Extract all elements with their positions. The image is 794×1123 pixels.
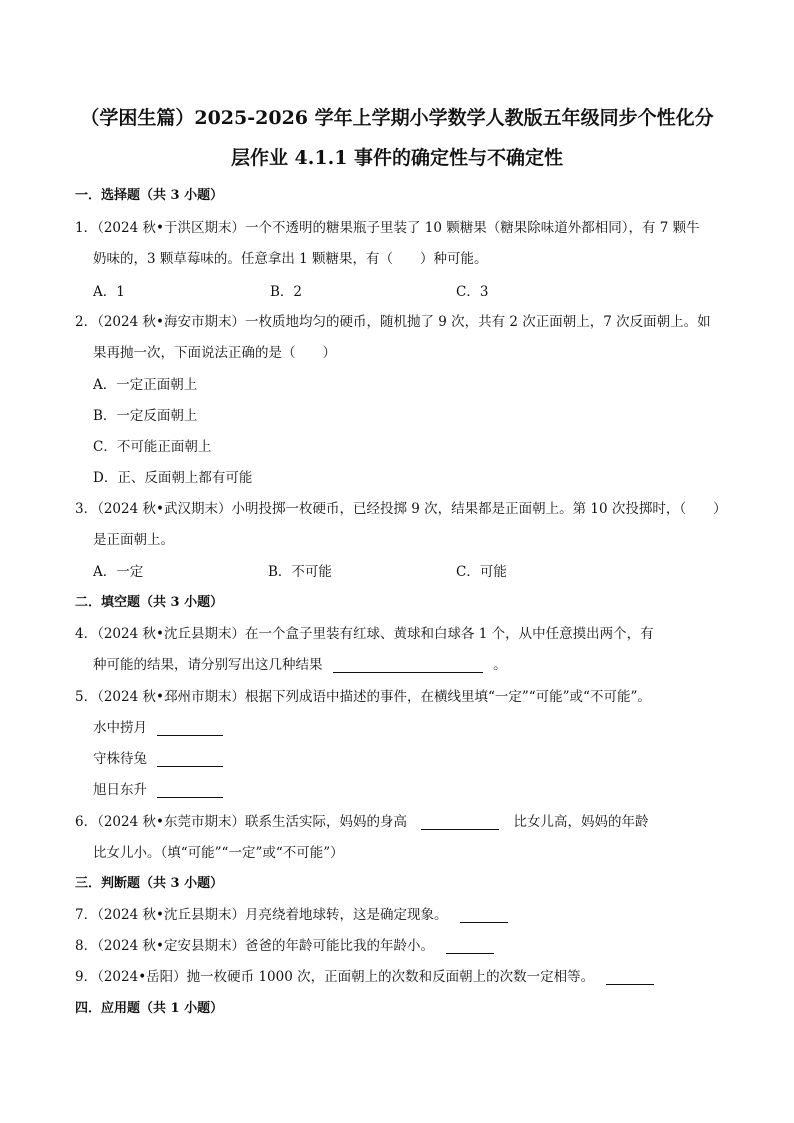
q6-text-b: 比女儿高，妈妈的年龄 xyxy=(513,814,649,830)
q2-option-b: B．一定反面朝上 xyxy=(93,408,198,424)
q5-idiom-2: 守株待兔 xyxy=(93,751,147,767)
q8-line xyxy=(75,934,494,954)
section-fill: 二．填空题（共 3 小题） xyxy=(75,595,224,610)
q6-line-2: 比女儿小。（填“可能”“一定”或“不可能”） xyxy=(93,845,344,861)
q9-answer-blank[interactable] xyxy=(606,970,654,985)
q4-text: 种可能的结果，请分别写出这几种结果 xyxy=(93,657,323,673)
q9-text: 9．（2024•岳阳）抛一枚硬币 1000 次，正面朝上的次数和反面朝上的次数一定相等。 xyxy=(75,969,595,985)
q7-line xyxy=(75,903,508,923)
q1-option-c: C．3 xyxy=(456,284,489,300)
q3-option-c: C．可能 xyxy=(456,564,507,580)
q5-blank-3[interactable] xyxy=(157,783,223,798)
q2-option-c: C．不可能正面朝上 xyxy=(93,439,212,455)
q5-item-2 xyxy=(93,747,223,767)
q5-item-1 xyxy=(93,716,223,736)
q5-idiom-3: 旭日东升 xyxy=(93,782,147,798)
title-line-2: 层作业 4.1.1 事件的确定性与不确定性 xyxy=(230,147,564,169)
q1-line-1: 1．（2024 秋•于洪区期末）一个不透明的糖果瓶子里装了 10 颗糖果（糖果除味道外都相同），有 7 颗牛 xyxy=(75,220,700,236)
q2-line-1: 2．（2024 秋•海安市期末）一枚质地均匀的硬币，随机抛了 9 次，共有 2 次正面朝上，7 次反面朝上。如 xyxy=(75,314,711,330)
q1-option-a: A．1 xyxy=(93,284,125,300)
q3-option-b: B．不可能 xyxy=(268,564,332,580)
q7-answer-blank[interactable] xyxy=(460,908,508,923)
q4-line-2 xyxy=(93,653,507,673)
q5-line-1: 5．（2024 秋•邳州市期末）根据下列成语中描述的事件，在横线里填“一定”“可能”或“不可能”。 xyxy=(75,689,651,705)
title-line-1: （学困生篇）2025-2026 学年上学期小学数学人教版五年级同步个性化分 xyxy=(80,107,714,129)
q3-line-2: 是正面朝上。 xyxy=(93,532,174,548)
q6-line-1 xyxy=(75,810,649,830)
q8-text: 8．（2024 秋•定安县期末）爸爸的年龄可能比我的年龄小。 xyxy=(75,938,434,954)
q6-text-a: 6．（2024 秋•东莞市期末）联系生活实际，妈妈的身高 xyxy=(75,814,407,830)
q4-end: 。 xyxy=(493,657,507,673)
q3-option-a: A．一定 xyxy=(93,564,144,580)
q1-option-b: B．2 xyxy=(270,284,303,300)
q1-line-2: 奶味的，3 颗草莓味的。任意拿出 1 颗糖果，有（ ）种可能。 xyxy=(93,251,488,267)
section-judge: 三．判断题（共 3 小题） xyxy=(75,876,224,891)
q8-answer-blank[interactable] xyxy=(446,939,494,954)
q5-item-3 xyxy=(93,778,223,798)
q9-line xyxy=(75,965,654,985)
q2-option-a: A．一定正面朝上 xyxy=(93,377,198,393)
q7-text: 7．（2024 秋•沈丘县期末）月亮绕着地球转，这是确定现象。 xyxy=(75,907,448,923)
q5-blank-2[interactable] xyxy=(157,752,223,767)
q2-line-2: 果再抛一次，下面说法正确的是（ ） xyxy=(93,345,336,361)
q5-blank-1[interactable] xyxy=(157,721,223,736)
q3-line-1: 3．（2024 秋•武汉期末）小明投掷一枚硬币，已经投掷 9 次，结果都是正面朝上。第 10 次投掷时，（ ） xyxy=(75,501,727,517)
q4-answer-blank[interactable] xyxy=(333,658,483,673)
q2-option-d: D．正、反面朝上都有可能 xyxy=(93,470,253,486)
q5-idiom-1: 水中捞月 xyxy=(93,720,147,736)
section-choice: 一．选择题（共 3 小题） xyxy=(75,188,224,203)
q6-answer-blank[interactable] xyxy=(421,815,499,830)
q4-line-1: 4．（2024 秋•沈丘县期末）在一个盒子里装有红球、黄球和白球各 1 个，从中任意摸出两个，有 xyxy=(75,626,654,642)
section-application: 四．应用题（共 1 小题） xyxy=(75,1001,224,1016)
